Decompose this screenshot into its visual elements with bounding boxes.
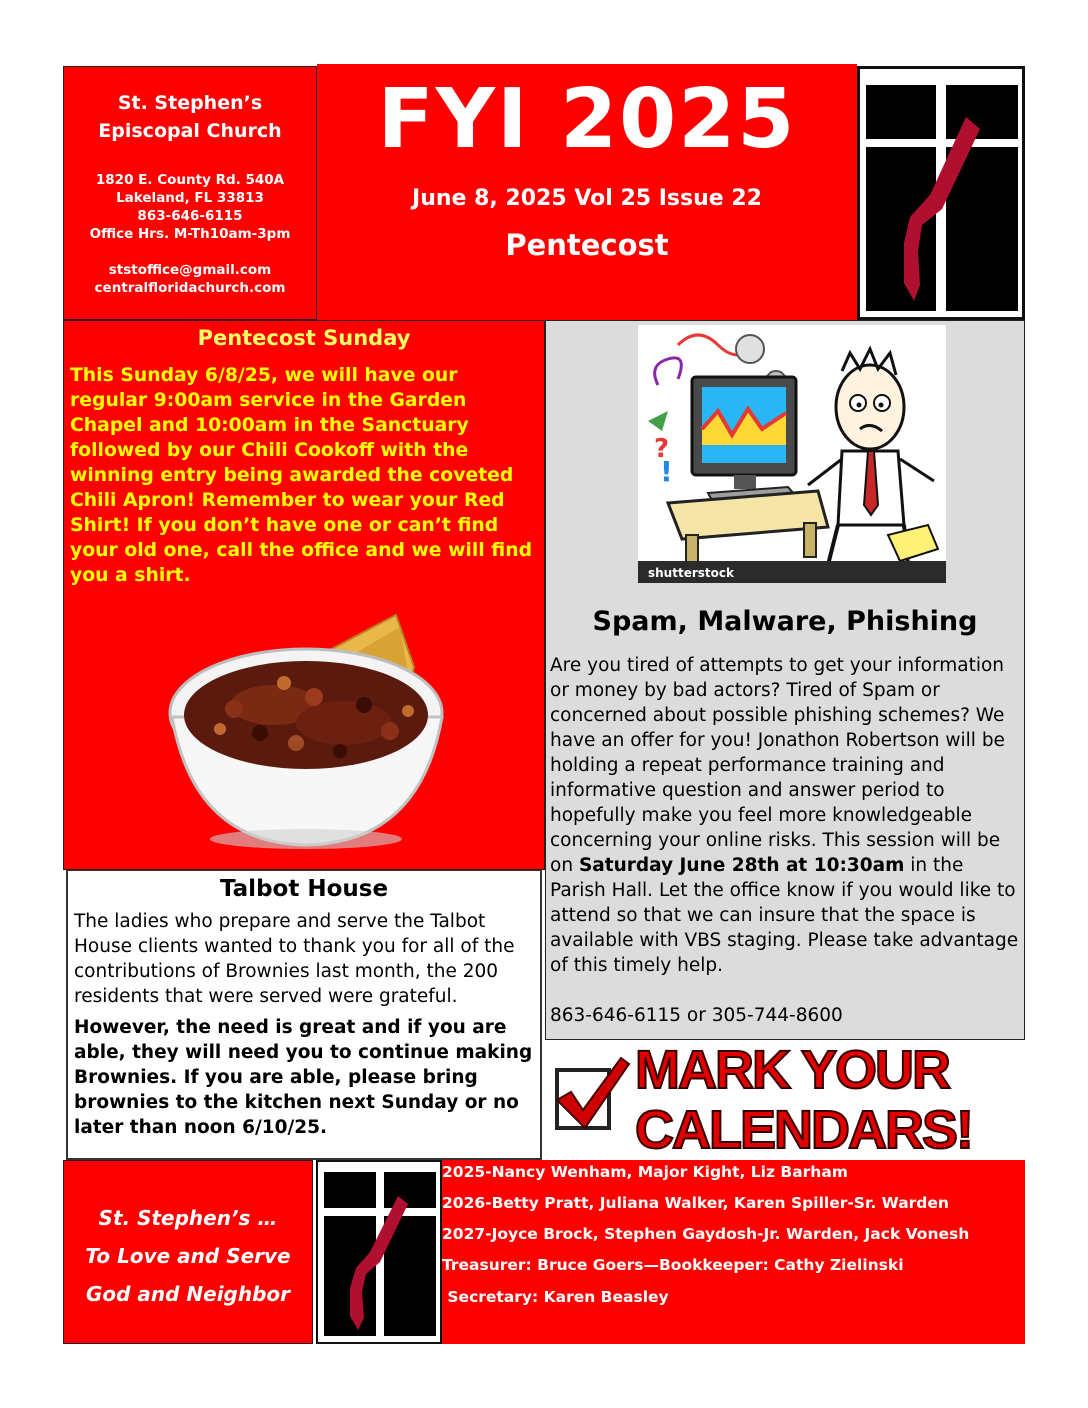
talbot-house-section bbox=[66, 870, 542, 1160]
motto-block bbox=[63, 1160, 313, 1344]
mark-calendars-banner bbox=[545, 1040, 1025, 1160]
red-checkmark-icon bbox=[553, 1052, 633, 1132]
issue-line: June 8, 2025 Vol 25 Issue 22 bbox=[412, 186, 762, 211]
masthead bbox=[317, 64, 857, 320]
office-hours: Office Hrs. M-Th10am-3pm bbox=[89, 226, 291, 242]
church-name bbox=[64, 89, 316, 145]
shutterstock-watermark: shutterstock bbox=[648, 566, 734, 580]
spam-body-intro: Are you tired of attempts to get your information or money by bad actors? Tired of Spam or concerned about possible phishing schemes? We have an offer for you! Jonathon Robertson will be holding a repeat performance training and informative question and answer period to hopefully make you feel more knowledgeable concerning your online risks. This session will be on bbox=[550, 655, 1005, 876]
svg-text:?: ? bbox=[654, 434, 670, 464]
church-logo-footer bbox=[316, 1160, 442, 1344]
church-motto bbox=[64, 1199, 312, 1313]
spam-section bbox=[545, 320, 1025, 1040]
session-date: Saturday June 28th at 10:30am bbox=[578, 855, 905, 876]
vestry-2027: 2027-Joyce Brock, Stephen Gaydosh-Jr. Warden, Jack Vonesh bbox=[442, 1225, 970, 1243]
vestry-2025: 2025-Nancy Wenham, Major Kight, Liz Barham bbox=[442, 1163, 848, 1181]
spam-heading: Spam, Malware, Phishing bbox=[592, 606, 978, 637]
church-website[interactable]: centralfloridachurch.com bbox=[94, 280, 286, 296]
talbot-body: The ladies who prepare and serve the Talbot House clients wanted to thank you for all of the contributions of Brownies last month, the 200 residents that were served were grateful. bbox=[74, 911, 515, 1007]
vestry-secretary: Secretary: Karen Beasley bbox=[442, 1288, 669, 1306]
vestry-2026: 2026-Betty Pratt, Juliana Walker, Karen Spiller-Sr. Warden bbox=[442, 1194, 949, 1212]
church-contact bbox=[64, 261, 316, 297]
spam-body-details: in the Parish Hall. Let the office know if you would like to attend so that we can insure that the space is available with VBS staging. Please take advantage of this timely help. bbox=[550, 855, 1019, 976]
pentecost-body: This Sunday 6/8/25, we will have our regular 9:00am service in the Garden Chapel and 10:00am in the Sanctuary followed by our Chili Cookoff with the winning entry being awarded the coveted Chili Apron! Remember to wear your Red Shirt! If you don’t have one or can’t find your old one, call the office and we will find you a shirt. bbox=[70, 365, 533, 586]
checkbox-icon bbox=[555, 1068, 611, 1130]
motto-line1: St. Stephen’s … bbox=[98, 1206, 278, 1230]
church-name-line1: St. Stephen’s bbox=[117, 92, 263, 114]
motto-line3: God and Neighbor bbox=[85, 1282, 291, 1306]
church-name-line2: Episcopal Church bbox=[98, 120, 282, 142]
newsletter-title: FYI 2025 bbox=[377, 72, 797, 167]
church-logo bbox=[857, 66, 1025, 320]
issue-subtitle: Pentecost bbox=[505, 228, 669, 262]
computer-cartoon-icon bbox=[638, 325, 946, 583]
church-address bbox=[64, 171, 316, 243]
vestry-list bbox=[442, 1160, 1025, 1344]
cross-logo-icon bbox=[318, 1162, 440, 1342]
talbot-heading: Talbot House bbox=[219, 876, 389, 902]
chili-bowl-icon bbox=[164, 613, 454, 853]
mark-calendars-line1: MARK YOUR bbox=[635, 1040, 950, 1100]
address-line1: 1820 E. County Rd. 540A bbox=[95, 172, 285, 188]
mark-calendars-text bbox=[635, 1040, 1025, 1160]
motto-line2: To Love and Serve bbox=[85, 1244, 291, 1268]
pentecost-section bbox=[63, 320, 545, 870]
address-line2: Lakeland, FL 33813 bbox=[116, 190, 264, 206]
church-phone: 863-646-6115 bbox=[137, 208, 243, 224]
church-info-block bbox=[63, 66, 317, 320]
contact-phones: 863-646-6115 or 305-744-8600 bbox=[550, 1005, 843, 1026]
spam-body bbox=[550, 653, 1022, 978]
talbot-request: However, the need is great and if you are able, they will need you to continue making Brownies. If you are able, please bring brownies to the kitchen next Sunday or no later than noon 6/10/25. bbox=[74, 1017, 533, 1138]
mark-calendars-line2: CALENDARS! bbox=[635, 1100, 972, 1160]
vestry-treasurer: Treasurer: Bruce Goers—Bookkeeper: Cathy Zielinski bbox=[442, 1256, 904, 1274]
pentecost-heading: Pentecost Sunday bbox=[197, 326, 411, 350]
chili-bowl-image bbox=[164, 613, 454, 853]
church-email[interactable]: ststoffice@gmail.com bbox=[108, 262, 272, 278]
frustrated-computer-user-image bbox=[638, 325, 946, 583]
cross-logo-icon bbox=[860, 69, 1022, 317]
svg-text:!: ! bbox=[660, 455, 673, 488]
